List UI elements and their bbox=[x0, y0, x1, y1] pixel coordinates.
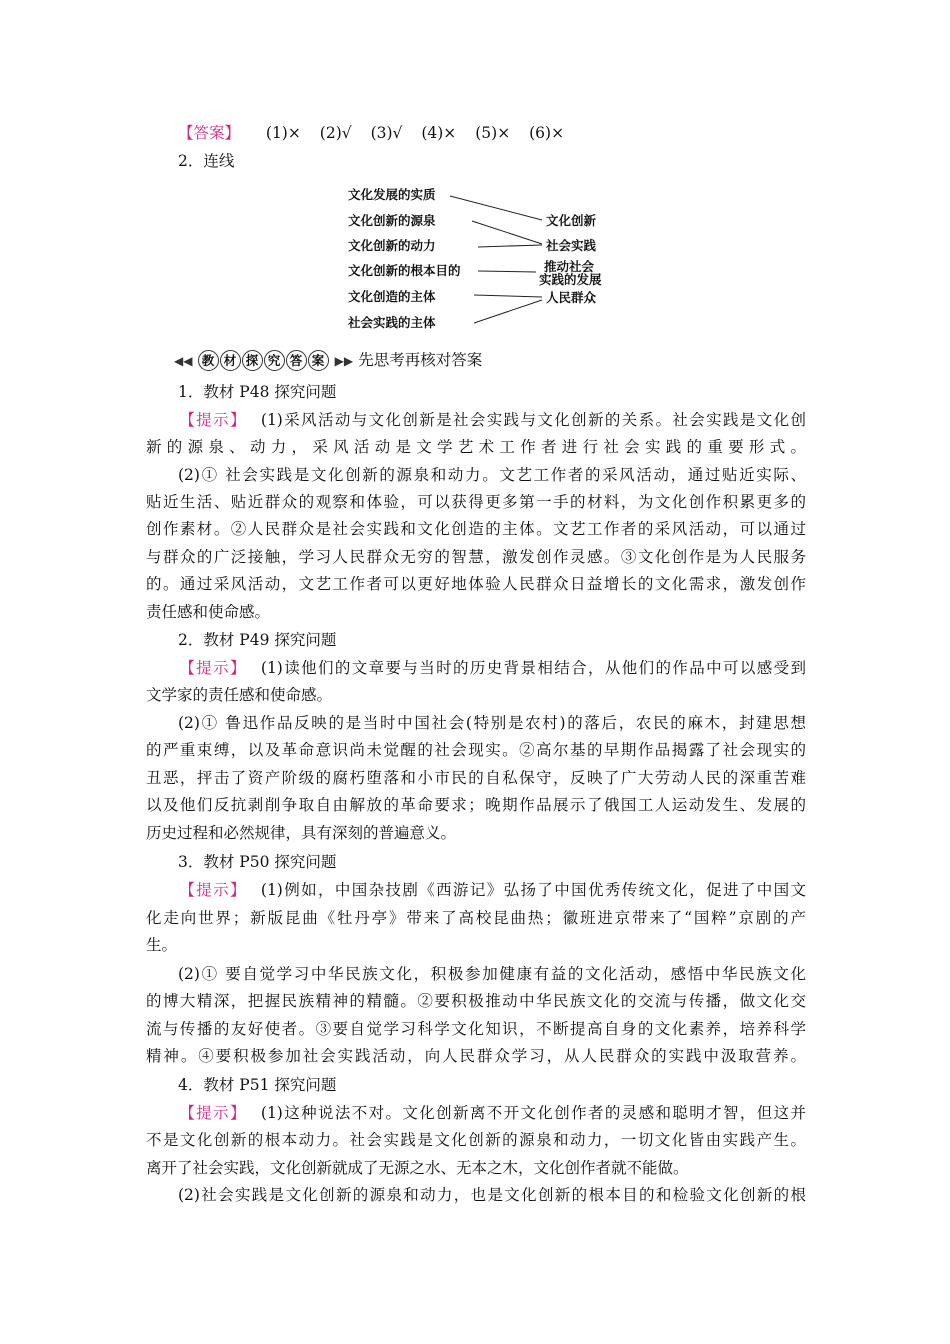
connector-line bbox=[450, 196, 542, 220]
banner-char: 究 bbox=[264, 350, 285, 371]
diagram-left-item: 文化创造的主体 bbox=[348, 289, 436, 304]
double-right-arrow-icon: ▶▶ bbox=[334, 353, 354, 368]
paragraph-line bbox=[146, 658, 806, 678]
paragraph-text: (1)例如，中国杂技剧《西游记》弘扬了中国优秀传统文化，促进了中国文 bbox=[260, 881, 806, 899]
connector-line bbox=[478, 271, 536, 272]
paragraph-line: 贴近生活、贴近群众的观察和体验，可以获得更多第一手的材料，为文化创作积累更多的 bbox=[146, 493, 806, 511]
paragraph-text: (1)读他们的文章要与当时的历史背景相结合，从他们的作品中可以感受到 bbox=[260, 659, 806, 677]
question-title: 1．教材 P48 探究问题 bbox=[178, 383, 337, 401]
diagram-left-item: 文化创新的动力 bbox=[348, 238, 436, 253]
answer-line bbox=[178, 123, 578, 143]
diagram-left-item: 社会实践的主体 bbox=[348, 315, 436, 330]
paragraph-line: 历史过程和必然规律，具有深刻的普遍意义。 bbox=[146, 824, 457, 842]
double-left-arrow-icon: ◀◀ bbox=[174, 353, 193, 368]
answer-mark: (5)× bbox=[475, 124, 511, 142]
answer-mark: (6)× bbox=[529, 124, 565, 142]
paragraph-line: 化走向世界；新版昆曲《牡丹亭》带来了高校昆曲热；徽班进京带来了“国粹”京剧的产 bbox=[146, 909, 806, 927]
answer-mark: (4)× bbox=[421, 124, 457, 142]
hint-label: 【提示】 bbox=[178, 411, 247, 429]
connector-line bbox=[474, 300, 542, 323]
question-title: 4．教材 P51 探究问题 bbox=[178, 1076, 337, 1094]
paragraph-line: 的。通过采风活动，文艺工作者可以更好地体验人民群众日益增长的文化需求，激发创作 bbox=[146, 575, 806, 593]
diagram-right-item: 实践的发展 bbox=[539, 272, 602, 287]
paragraph-line: 创作素材。②人民群众是社会实践和文化创造的主体。文艺工作者的采风活动，可以通过 bbox=[146, 520, 806, 538]
diagram-left-item: 文化创新的源泉 bbox=[348, 213, 436, 228]
paragraph-line bbox=[146, 410, 806, 430]
hint-label: 【提示】 bbox=[178, 1104, 247, 1122]
question-title: 3．教材 P50 探究问题 bbox=[178, 853, 337, 871]
banner-char: 探 bbox=[242, 350, 263, 371]
paragraph-line: 与群众的广泛接触，学习人民群众无穷的智慧，激发创作灵感。③文化创作是为人民服务 bbox=[146, 548, 806, 566]
paragraph-line: 的严重束缚，以及革命意识尚未觉醒的社会现实。②高尔基的早期作品揭露了社会现实的 bbox=[146, 741, 806, 759]
question-title: 2．教材 P49 探究问题 bbox=[178, 631, 337, 649]
paragraph-text: (1)这种说法不对。文化创新离不开文化创作者的灵感和聪明才智，但这并 bbox=[260, 1104, 806, 1122]
section-banner bbox=[174, 348, 482, 370]
paragraph-line bbox=[146, 880, 806, 900]
answer-mark: (1)× bbox=[265, 124, 301, 142]
paragraph-line: 新的源泉、动力，采风活动是文学艺术工作者进行社会实践的重要形式。 bbox=[146, 438, 806, 456]
answer-mark: (3)√ bbox=[370, 124, 403, 142]
paragraph-line: (2)① 要自觉学习中华民族文化，积极参加健康有益的文化活动，感悟中华民族文化 bbox=[178, 965, 806, 983]
paragraph-line: (2)① 社会实践是文化创新的源泉和动力。文艺工作者的采风活动，通过贴近实际、 bbox=[178, 466, 806, 484]
connector-line bbox=[474, 295, 542, 297]
connector-line bbox=[478, 245, 542, 247]
connector-line bbox=[472, 221, 542, 244]
banner-text: 先思考再核对答案 bbox=[358, 351, 483, 369]
paragraph-line: (2)① 鲁迅作品反映的是当时中国社会(特别是农村)的落后，农民的麻木，封建思想 bbox=[178, 714, 806, 732]
paragraph-line: 流与传播的友好使者。③要自觉学习科学文化知识，不断提高自身的文化素养，培养科学 bbox=[146, 1020, 806, 1038]
matching-diagram bbox=[340, 184, 620, 334]
hint-label: 【提示】 bbox=[178, 881, 247, 899]
paragraph-line: 的博大精深，把握民族精神的精髓。②要积极推动中华民族文化的交流与传播，做文化交 bbox=[146, 992, 806, 1010]
paragraph-line: 不是文化创新的根本动力。社会实践是文化创新的源泉和动力，一切文化皆由实践产生。 bbox=[146, 1131, 806, 1149]
banner-char: 案 bbox=[308, 350, 329, 371]
paragraph-line: 文学家的责任感和使命感。 bbox=[146, 686, 333, 704]
diagram-right-item: 文化创新 bbox=[546, 213, 597, 228]
banner-char: 答 bbox=[286, 350, 307, 371]
paragraph-line: 丑恶，抨击了资产阶级的腐朽堕落和小市民的自私保守，反映了广大劳动人民的深重苦难 bbox=[146, 769, 806, 787]
banner-char: 教 bbox=[198, 350, 219, 371]
diagram-right-item: 社会实践 bbox=[546, 238, 597, 253]
paragraph-line: 以及他们反抗剥削争取自由解放的革命要求；晚期作品展示了俄国工人运动发生、发展的 bbox=[146, 796, 806, 814]
hint-label: 【提示】 bbox=[178, 659, 247, 677]
paragraph-text: (1)采风活动与文化创新是社会实践与文化创新的关系。社会实践是文化创 bbox=[260, 411, 806, 429]
paragraph-line: 精神。④要积极参加社会实践活动，向人民群众学习，从人民群众的实践中汲取营养。 bbox=[146, 1047, 806, 1065]
diagram-left-item: 文化发展的实质 bbox=[348, 187, 436, 202]
diagram-left-item: 文化创新的根本目的 bbox=[348, 263, 461, 278]
answer-label: 【答案】 bbox=[178, 124, 241, 142]
section-title: 2．连线 bbox=[178, 152, 235, 170]
paragraph-line: 责任感和使命感。 bbox=[146, 603, 271, 621]
paragraph-line bbox=[146, 1103, 806, 1123]
paragraph-line: (2)社会实践是文化创新的源泉和动力，也是文化创新的根本目的和检验文化创新的根 bbox=[178, 1186, 806, 1204]
diagram-right-item: 人民群众 bbox=[546, 290, 597, 305]
paragraph-line: 离开了社会实践，文化创新就成了无源之水、无本之木，文化创作者就不能做。 bbox=[146, 1159, 689, 1177]
answer-mark: (2)√ bbox=[319, 124, 352, 142]
diagram-right-item: 推动社会 bbox=[544, 259, 595, 274]
paragraph-line: 生。 bbox=[146, 936, 178, 954]
connector-lines bbox=[340, 184, 620, 334]
banner-char: 材 bbox=[220, 350, 241, 371]
